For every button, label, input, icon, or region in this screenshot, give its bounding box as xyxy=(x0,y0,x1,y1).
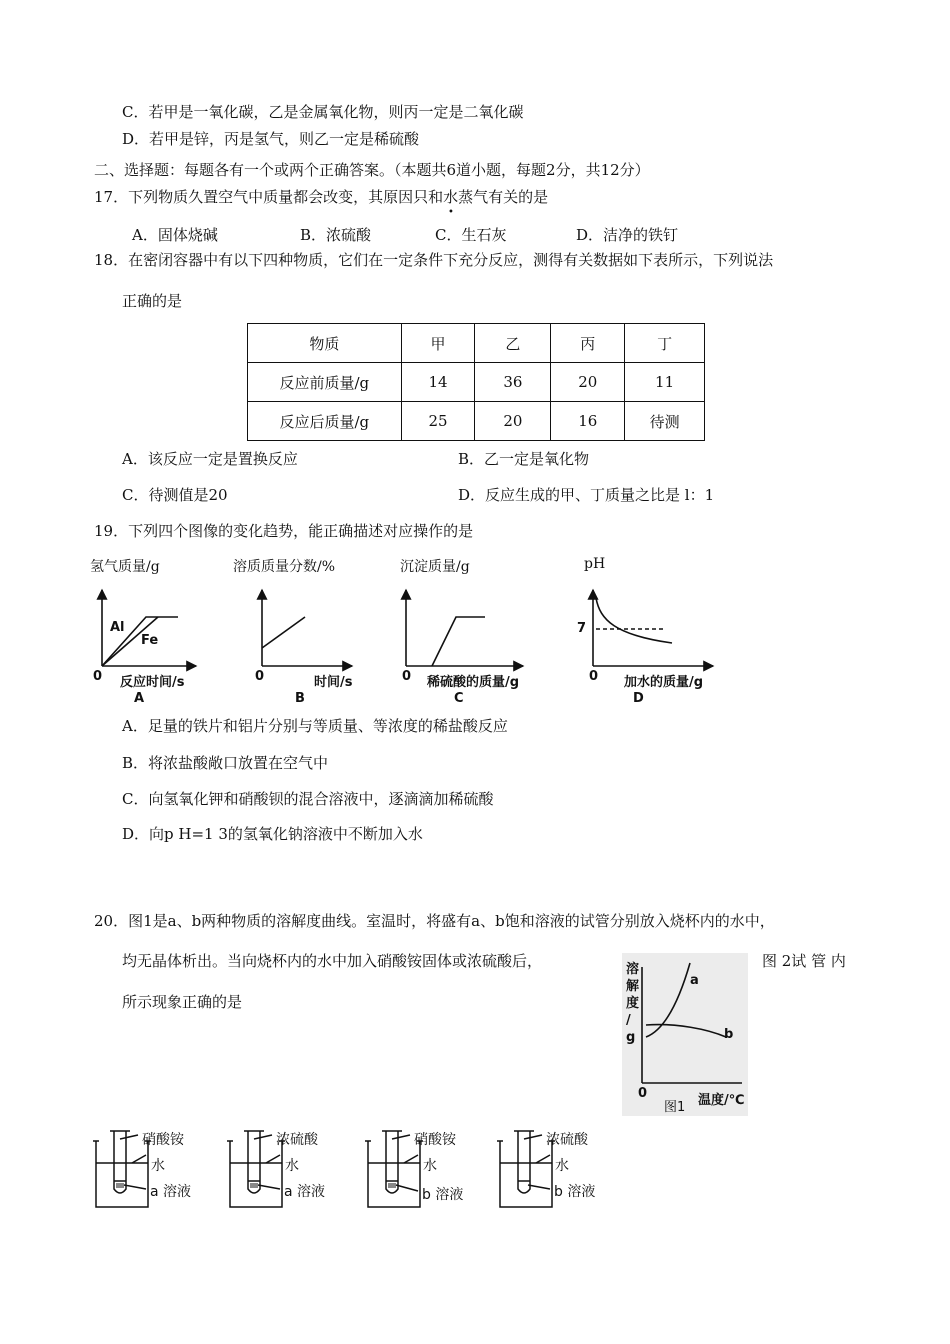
table-cell: 20 xyxy=(475,402,551,441)
graph-a-xlabel: 反应时间/s xyxy=(120,675,185,690)
q17-option-a: A．固体烧碱 xyxy=(132,226,218,244)
table-cell: 20 xyxy=(551,363,625,402)
q17-option-c: C．生石灰 xyxy=(435,226,507,244)
q16-option-d: D．若甲是锌，丙是氢气，则乙一定是稀硫酸 xyxy=(122,130,420,148)
graph-c-origin: 0 xyxy=(402,669,412,684)
beaker4-reagent: 浓硫酸 xyxy=(546,1132,588,1148)
beaker1-reagent: 硝酸铵 xyxy=(142,1132,184,1148)
ylabel-char: 溶 xyxy=(626,962,640,977)
q19-option-a: A．足量的铁片和铝片分别与等质量、等浓度的稀盐酸反应 xyxy=(122,717,508,735)
graph-b-ylabel: 溶质质量分数/% xyxy=(233,559,336,575)
figure-caption: 图1 xyxy=(664,1100,686,1115)
table-cell: 14 xyxy=(401,363,475,402)
beaker4-solution: b 溶液 xyxy=(554,1184,596,1200)
table-cell: 11 xyxy=(625,363,705,402)
q16-option-c: C．若甲是一氧化碳，乙是金属氧化物，则丙一定是二氧化碳 xyxy=(122,103,524,121)
q18-stem: 18．在密闭容器中有以下四种物质，它们在一定条件下充分反应，测得有关数据如下表所示，下列说法 xyxy=(94,251,774,269)
table-cell: 25 xyxy=(401,402,475,441)
q20-stem: 20．图1是a、b两种物质的溶解度曲线。室温时，将盛有a、b饱和溶液的试管分别放入烧杯内的水中， xyxy=(94,912,775,930)
table-cell: 丁 xyxy=(625,324,705,363)
q17-stem: 17．下列物质久置空气中质量都会改变，其原因只和水蒸气有关的是 xyxy=(94,188,549,206)
beaker1-solution: a 溶液 xyxy=(150,1184,192,1200)
table-cell: 物质 xyxy=(248,324,402,363)
solubility-ylabel xyxy=(626,961,640,1046)
q18-stem-cont: 正确的是 xyxy=(122,292,183,310)
beaker3-solution: b 溶液 xyxy=(422,1187,464,1203)
q19-stem: 19．下列四个图像的变化趋势，能正确描述对应操作的是 xyxy=(94,522,474,540)
ylabel-char: g xyxy=(626,1030,636,1045)
q20-stem-right: 图 2试 管 内 xyxy=(762,952,846,970)
beaker1-water: 水 xyxy=(151,1158,165,1174)
beaker3-water: 水 xyxy=(423,1158,437,1174)
ylabel-char: 度 xyxy=(626,996,640,1011)
beaker4-water: 水 xyxy=(555,1158,569,1174)
curve-a-label: a xyxy=(690,973,699,988)
q17-option-d: D．洁净的铁钉 xyxy=(576,226,679,244)
q18-option-a: A．该反应一定是置换反应 xyxy=(122,450,298,468)
graph-c-ylabel: 沉淀质量/g xyxy=(400,559,470,575)
table-cell: 反应前质量/g xyxy=(248,363,402,402)
beaker2-water: 水 xyxy=(285,1158,299,1174)
q18-option-b: B．乙一定是氧化物 xyxy=(458,450,590,468)
q20-stem-end: 所示现象正确的是 xyxy=(122,993,243,1011)
table-cell: 反应后质量/g xyxy=(248,402,402,441)
beaker2-reagent: 浓硫酸 xyxy=(276,1132,318,1148)
graph-c-xlabel: 稀硫酸的质量/g xyxy=(427,675,520,690)
graph-a-letter: A xyxy=(134,691,145,706)
q17-option-b: B．浓硫酸 xyxy=(300,226,372,244)
graph-b-letter: B xyxy=(295,691,305,706)
curve-label-fe: Fe xyxy=(141,633,159,648)
emphasis-dot: • xyxy=(448,207,454,218)
graph-d-origin: 0 xyxy=(589,669,599,684)
solubility-figure xyxy=(622,953,748,1116)
q18-option-d: D．反应生成的甲、丁质量之比是 l：1 xyxy=(458,486,715,504)
graph-a-ylabel: 氢气质量/g xyxy=(90,559,160,575)
q19-option-c: C．向氢氧化钾和硝酸钡的混合溶液中，逐滴滴加稀硫酸 xyxy=(122,790,494,808)
beaker3-reagent: 硝酸铵 xyxy=(414,1132,456,1148)
ylabel-char: / xyxy=(626,1013,631,1028)
q20-stem-cont: 均无晶体析出。当向烧杯内的水中加入硝酸铵固体或浓硫酸后， xyxy=(122,952,543,970)
table-row xyxy=(248,402,705,441)
q18-data-table xyxy=(247,323,705,441)
q19-option-d: D．向p H=1 3的氢氧化钠溶液中不断加入水 xyxy=(122,825,423,843)
table-cell: 待测 xyxy=(625,402,705,441)
graph-b-xlabel: 时间/s xyxy=(314,675,353,690)
graph-d-letter: D xyxy=(633,691,644,706)
table-cell: 丙 xyxy=(551,324,625,363)
ylabel-char: 解 xyxy=(626,979,640,994)
graph-d-ylabel: pH xyxy=(584,556,606,572)
table-cell: 16 xyxy=(551,402,625,441)
table-row xyxy=(248,363,705,402)
q19-graphs xyxy=(0,580,950,680)
temperature-xlabel: 温度/℃ xyxy=(698,1093,745,1108)
table-cell: 36 xyxy=(475,363,551,402)
section-title: 二、选择题：每题各有一个或两个正确答案。（本题共6道小题，每题2分，共12分） xyxy=(94,161,650,179)
table-cell: 乙 xyxy=(475,324,551,363)
graph-d-xlabel: 加水的质量/g xyxy=(624,675,704,690)
beaker2-solution: a 溶液 xyxy=(284,1184,326,1200)
ph-7-mark: 7 xyxy=(577,621,587,636)
curve-label-al: Al xyxy=(110,620,125,635)
q18-option-c: C．待测值是20 xyxy=(122,486,228,504)
table-header-row xyxy=(248,324,705,363)
graph-c-letter: C xyxy=(454,691,464,706)
origin-label: 0 xyxy=(638,1086,648,1101)
table-cell: 甲 xyxy=(401,324,475,363)
q19-option-b: B．将浓盐酸敞口放置在空气中 xyxy=(122,754,329,772)
graph-b-origin: 0 xyxy=(255,669,265,684)
graph-a-origin: 0 xyxy=(93,669,103,684)
curve-b-label: b xyxy=(724,1027,734,1042)
